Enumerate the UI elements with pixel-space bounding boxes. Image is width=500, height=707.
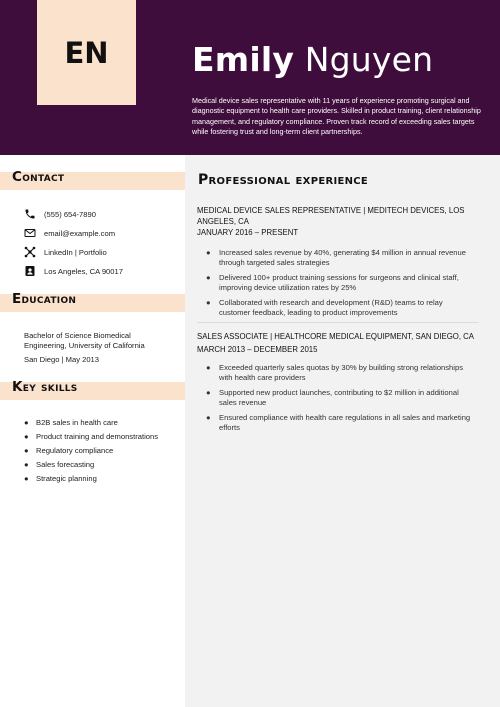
email-icon	[24, 227, 36, 239]
list-item: ● Increased sales revenue by 40%, generating $4 million in annual revenue through targeted sales strategies	[206, 248, 466, 268]
education-details: San Diego | May 2013	[24, 354, 100, 364]
job-dates-2: MARCH 2013 – DECEMBER 2015	[197, 345, 318, 354]
list-item: ● Strategic planning	[24, 474, 97, 483]
first-name: Emily	[192, 40, 295, 79]
skills-list	[24, 418, 158, 488]
skills-section-title: Key skills	[12, 379, 78, 395]
contact-links-text[interactable]: LinkedIn | Portfolio	[44, 247, 107, 257]
contact-phone-text: (555) 654-7890	[44, 209, 96, 219]
list-item: ● Ensured compliance with health care regulations in all sales and marketing efforts	[206, 412, 471, 433]
list-item: ● Regulatory compliance	[24, 446, 114, 455]
contact-phone	[24, 208, 96, 220]
monogram: EN	[37, 0, 136, 105]
list-item: ● Sales forecasting	[24, 460, 95, 469]
phone-icon	[24, 208, 36, 220]
job-1-bullets	[206, 248, 476, 322]
job-title-1: MEDICAL DEVICE SALES REPRESENTATIVE | MEDITECH DEVICES, LOS ANGELES, CA	[197, 206, 465, 226]
list-item: ● Delivered 100+ product training sessions for surgeons and clinical staff, improving device utilization rates by 25%	[206, 272, 459, 293]
list-item: ● Product training and demonstrations	[24, 432, 158, 441]
job-title-2: SALES ASSOCIATE | HEALTHCORE MEDICAL EQUIPMENT, SAN DIEGO, CA	[197, 332, 474, 341]
job-dates-1: JANUARY 2016 – PRESENT	[197, 228, 299, 237]
contact-email[interactable]	[24, 227, 115, 239]
list-item: ● B2B sales in health care	[24, 418, 118, 427]
job-2-bullets	[206, 363, 476, 437]
contact-email-text[interactable]: email@example.com	[44, 228, 116, 238]
location-badge-icon	[24, 265, 36, 277]
list-item: ● Supported new product launches, contributing to $2 million in additional sales revenue	[206, 387, 459, 408]
experience-section-title: Professional experience	[198, 172, 369, 188]
education-section-title: Education	[12, 291, 77, 307]
list-item: ● Collaborated with research and development (R&D) teams to relay customer feedback, leading to product improvements	[206, 297, 443, 318]
network-icon	[24, 246, 36, 258]
header-band	[0, 0, 500, 155]
professional-summary: Medical device sales representative with 11 years of experience promoting surgical and diagnostic equipment to health care providers. Skilled in product training, client relationship management, and regulatory compliance. Proven track record of exceeding sales targets while fostering trust and long-term client partnerships.	[192, 96, 481, 136]
contact-section-title: Contact	[12, 169, 65, 185]
education-entry	[24, 331, 174, 365]
contact-links[interactable]	[24, 246, 107, 258]
contact-location	[24, 265, 123, 277]
contact-location-text: Los Angeles, CA 90017	[44, 266, 123, 276]
job-divider	[197, 322, 479, 323]
education-degree: Bachelor of Science Biomedical Engineering, University of California	[24, 331, 145, 351]
candidate-name	[192, 40, 433, 79]
list-item: ● Exceeded quarterly sales quotas by 30% by building strong relationships with health care providers	[206, 363, 463, 383]
last-name: Nguyen	[304, 40, 434, 79]
